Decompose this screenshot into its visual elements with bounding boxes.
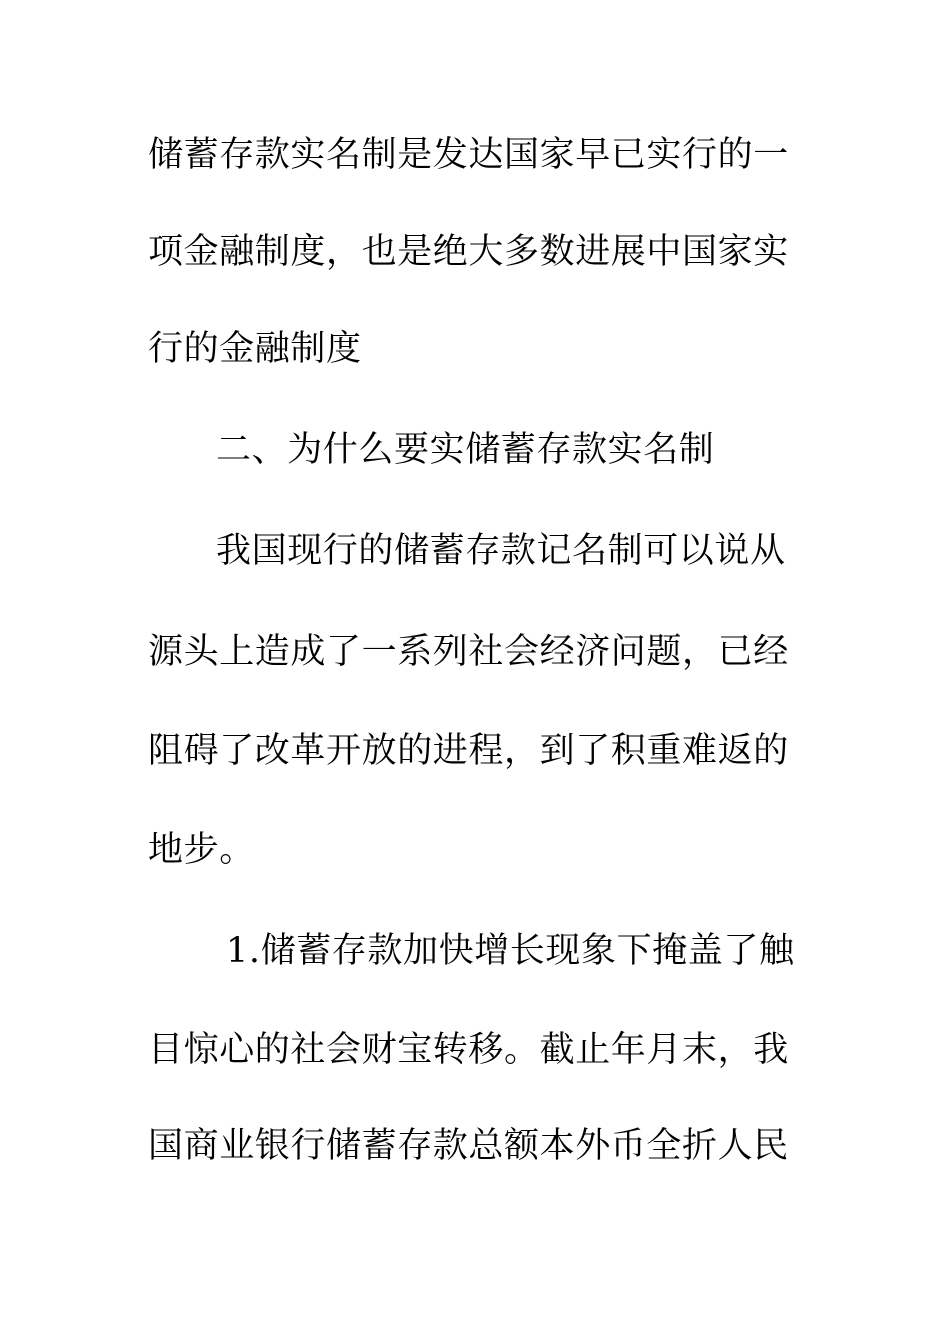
paragraph-line-1: 储蓄存款实名制是发达国家早已实行的一 [148, 135, 789, 175]
paragraph-line-4: 我国现行的储蓄存款记名制可以说从 [216, 531, 786, 571]
numbered-item-line-3: 国商业银行储蓄存款总额本外币全折人民 [148, 1126, 789, 1166]
paragraph-line-6: 阻碍了改革开放的进程，到了积重难返的 [148, 731, 789, 771]
paragraph-line-2: 项金融制度，也是绝大多数进展中国家实 [148, 232, 789, 272]
numbered-item-line-2: 目惊心的社会财宝转移。截止年月末，我 [148, 1030, 789, 1070]
paragraph-line-7: 地步。 [148, 830, 255, 870]
paragraph-line-3: 行的金融制度 [148, 329, 362, 369]
section-heading: 二、为什么要实储蓄存款实名制 [216, 430, 715, 470]
paragraph-line-5: 源头上造成了一系列社会经济问题，已经 [148, 632, 789, 672]
numbered-item-line-1: 1.储蓄存款加快增长现象下掩盖了触 [226, 931, 795, 971]
